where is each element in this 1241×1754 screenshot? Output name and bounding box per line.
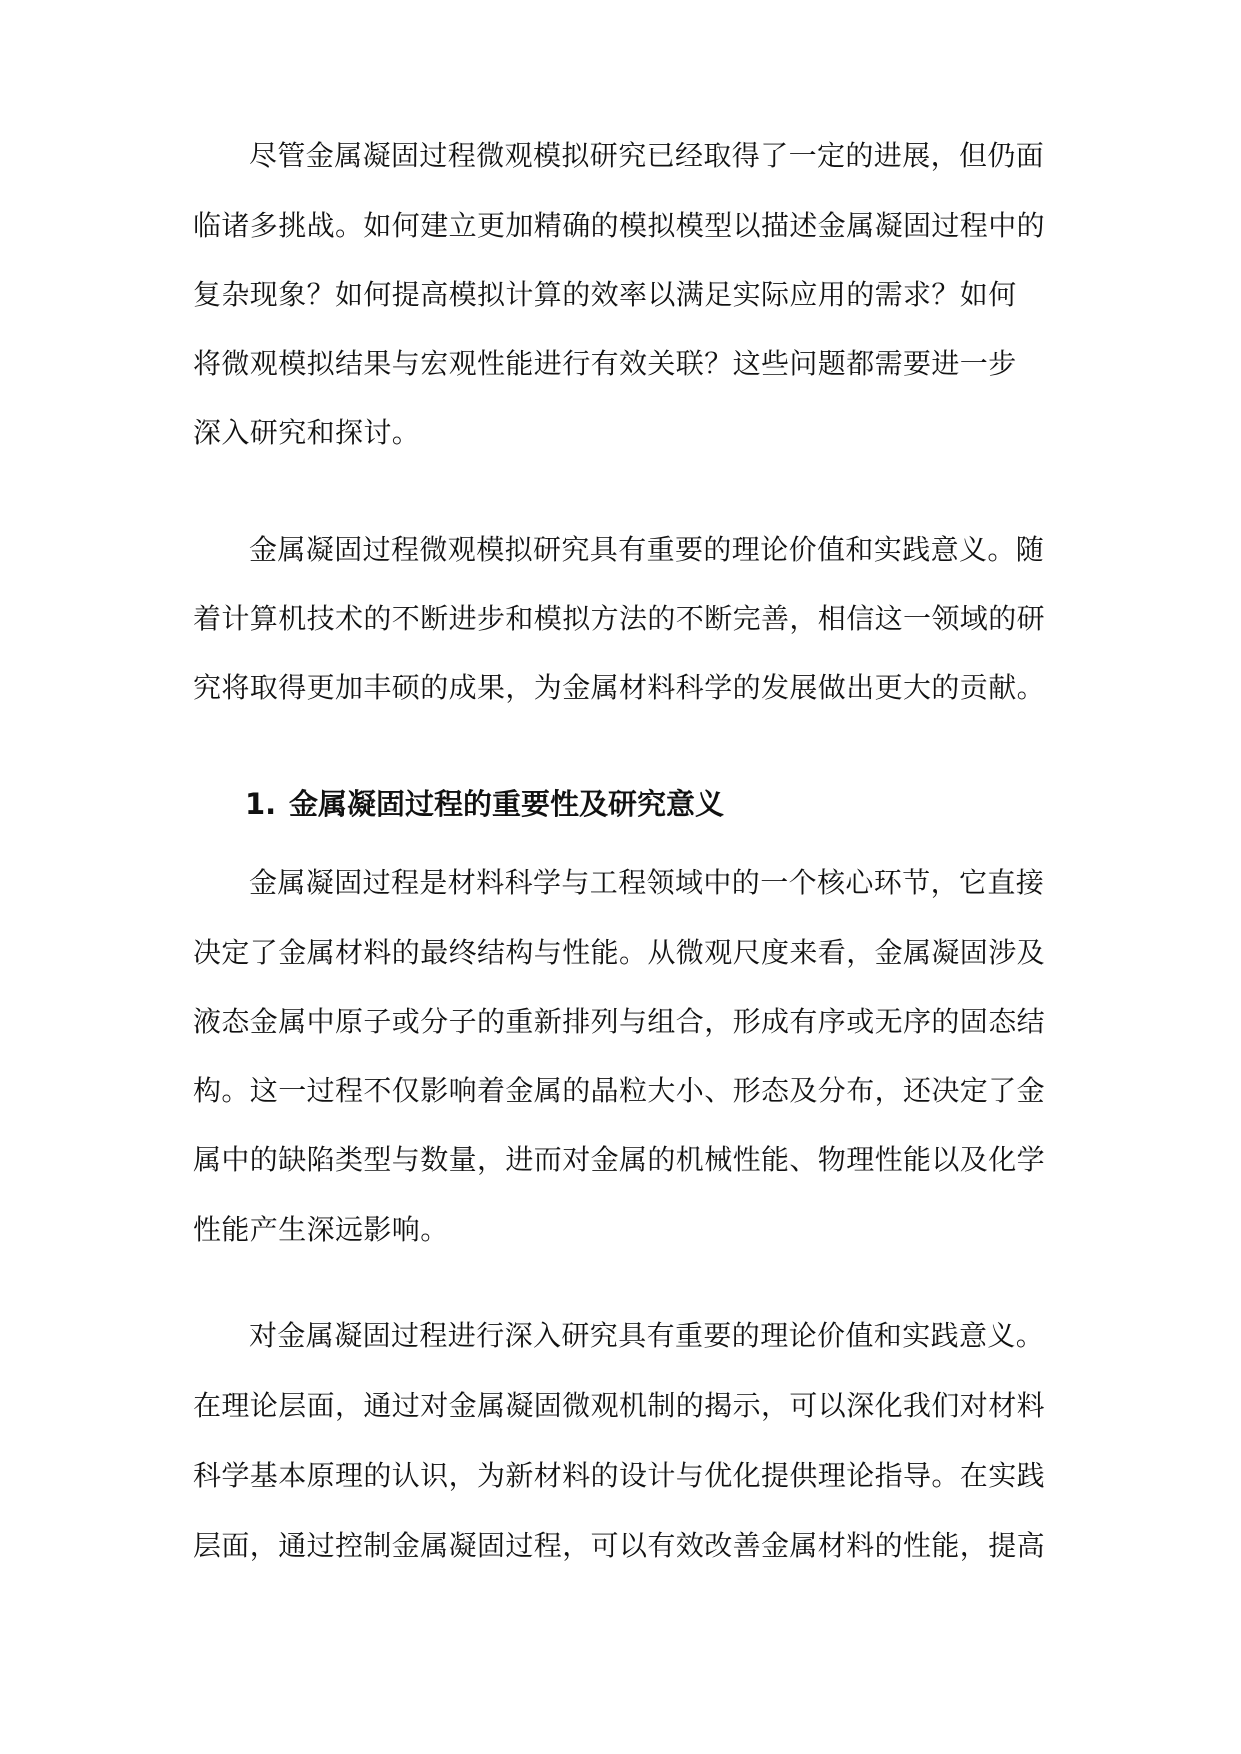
paragraph-line: 科学基本原理的认识，为新材料的设计与优化提供理论指导。在实践 bbox=[193, 1459, 1046, 1492]
paragraph-line: 深入研究和探讨。 bbox=[193, 416, 421, 449]
paragraph-line: 金属凝固过程微观模拟研究具有重要的理论价值和实践意义。随 bbox=[249, 533, 1045, 566]
paragraph-line: 临诸多挑战。如何建立更加精确的模拟模型以描述金属凝固过程中的 bbox=[193, 209, 1046, 242]
paragraph-line: 复杂现象？如何提高模拟计算的效率以满足实际应用的需求？如何 bbox=[193, 278, 1017, 311]
paragraph-line: 属中的缺陷类型与数量，进而对金属的机械性能、物理性能以及化学 bbox=[193, 1143, 1046, 1176]
paragraph-line: 着计算机技术的不断进步和模拟方法的不断完善，相信这一领域的研 bbox=[193, 602, 1046, 635]
paragraph-line: 尽管金属凝固过程微观模拟研究已经取得了一定的进展，但仍面 bbox=[249, 139, 1045, 172]
paragraph-line: 性能产生深远影响。 bbox=[193, 1213, 449, 1246]
paragraph-line: 将微观模拟结果与宏观性能进行有效关联？这些问题都需要进一步 bbox=[193, 347, 1017, 380]
section-number: 1. bbox=[245, 787, 277, 821]
paragraph-line: 液态金属中原子或分子的重新排列与组合，形成有序或无序的固态结 bbox=[193, 1005, 1046, 1038]
paragraph-line: 金属凝固过程是材料科学与工程领域中的一个核心环节，它直接 bbox=[249, 866, 1045, 899]
paragraph-line: 构。这一过程不仅影响着金属的晶粒大小、形态及分布，还决定了金 bbox=[193, 1074, 1046, 1107]
paragraph-line: 对金属凝固过程进行深入研究具有重要的理论价值和实践意义。 bbox=[249, 1319, 1045, 1352]
paragraph-line: 决定了金属材料的最终结构与性能。从微观尺度来看，金属凝固涉及 bbox=[193, 936, 1046, 969]
section-heading bbox=[245, 784, 724, 824]
paragraph-line: 层面，通过控制金属凝固过程，可以有效改善金属材料的性能，提高 bbox=[193, 1529, 1046, 1562]
section-title: 金属凝固过程的重要性及研究意义 bbox=[289, 787, 725, 821]
paragraph-line: 在理论层面，通过对金属凝固微观机制的揭示，可以深化我们对材料 bbox=[193, 1389, 1046, 1422]
paragraph-line: 究将取得更加丰硕的成果，为金属材料科学的发展做出更大的贡献。 bbox=[193, 671, 1046, 704]
